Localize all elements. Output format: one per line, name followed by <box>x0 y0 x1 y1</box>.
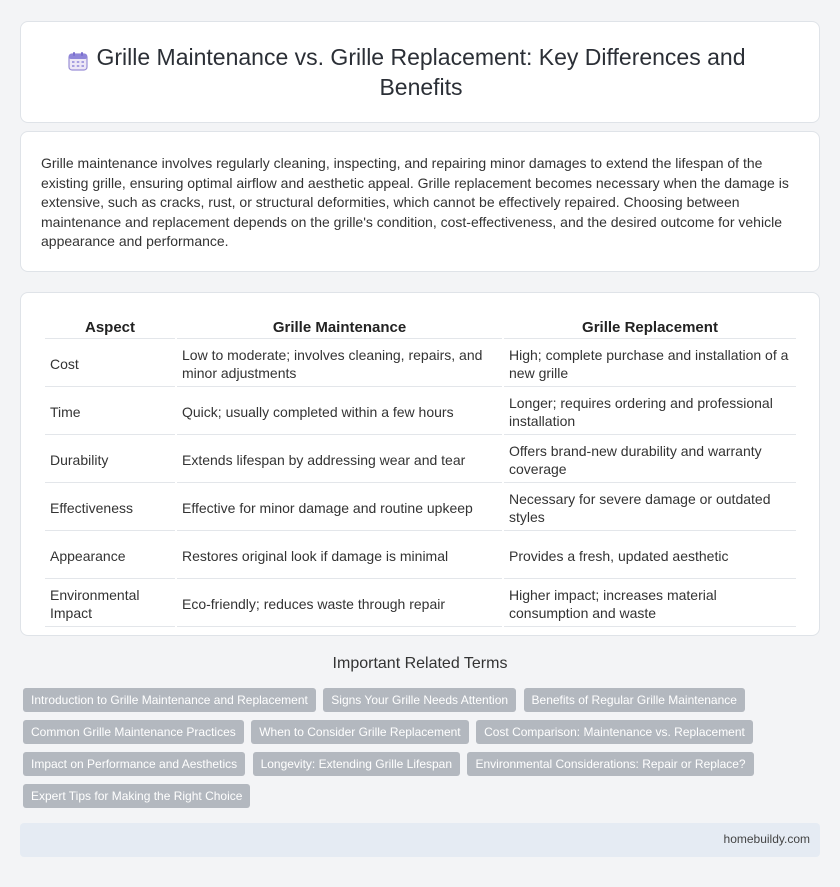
related-term-tag[interactable]: Longevity: Extending Grille Lifespan <box>253 752 460 776</box>
header-replacement: Grille Replacement <box>504 317 796 339</box>
related-term-tag[interactable]: Expert Tips for Making the Right Choice <box>23 784 250 808</box>
footer-site-link[interactable]: homebuildy.com <box>723 832 810 846</box>
table-row <box>45 485 796 531</box>
cell-replacement: Higher impact; increases material consumption and waste <box>504 581 796 627</box>
cell-replacement: Necessary for severe damage or outdated styles <box>504 485 796 531</box>
table-row <box>45 437 796 483</box>
related-term-tag[interactable]: Common Grille Maintenance Practices <box>23 720 244 744</box>
cell-maintenance: Extends lifespan by addressing wear and tear <box>177 437 502 483</box>
table-row <box>45 533 796 579</box>
cell-maintenance: Low to moderate; involves cleaning, repairs, and minor adjustments <box>177 341 502 387</box>
related-term-tag[interactable]: Impact on Performance and Aesthetics <box>23 752 245 776</box>
intro-card <box>20 131 820 272</box>
cell-replacement: Offers brand-new durability and warranty coverage <box>504 437 796 483</box>
cell-aspect: Appearance <box>45 533 175 579</box>
cell-replacement: High; complete purchase and installation of a new grille <box>504 341 796 387</box>
cell-replacement: Provides a fresh, updated aesthetic <box>504 533 796 579</box>
table-header-row <box>45 317 796 339</box>
related-terms-list <box>23 688 803 816</box>
cell-aspect: Cost <box>45 341 175 387</box>
table-row <box>45 389 796 435</box>
related-terms-title: Important Related Terms <box>332 655 508 672</box>
footer <box>20 823 820 857</box>
cell-aspect: Effectiveness <box>45 485 175 531</box>
cell-maintenance: Effective for minor damage and routine upkeep <box>177 485 502 531</box>
cell-maintenance: Eco-friendly; reduces waste through repair <box>177 581 502 627</box>
related-term-tag[interactable]: Benefits of Regular Grille Maintenance <box>524 688 745 712</box>
table-row <box>45 581 796 627</box>
intro-paragraph: Grille maintenance involves regularly cleaning, inspecting, and repairing minor damages to extend the lifespan of the existing grille, ensuring optimal airflow and aesthetic appeal. Grille replacement becomes necessary when the damage is extensive, such as cracks, rust, or structural deformities, which cannot be effectively repaired. Choosing between maintenance and replacement depends on the grille's condition, cost-effectiveness, and the desired outcome for vehicle appearance and performance. <box>41 155 789 250</box>
cell-aspect: Environmental Impact <box>45 581 175 627</box>
title-card <box>20 21 820 123</box>
cell-maintenance: Quick; usually completed within a few hours <box>177 389 502 435</box>
table-row <box>45 341 796 387</box>
header-aspect: Aspect <box>45 317 175 339</box>
related-term-tag[interactable]: When to Consider Grille Replacement <box>251 720 468 744</box>
cell-replacement: Longer; requires ordering and professional installation <box>504 389 796 435</box>
comparison-table <box>43 315 798 629</box>
related-term-tag[interactable]: Signs Your Grille Needs Attention <box>323 688 516 712</box>
cell-maintenance: Restores original look if damage is minimal <box>177 533 502 579</box>
page-title: Grille Maintenance vs. Grille Replacement: Key Differences and Benefits <box>96 44 746 100</box>
cell-aspect: Time <box>45 389 175 435</box>
related-term-tag[interactable]: Cost Comparison: Maintenance vs. Replacement <box>476 720 753 744</box>
cell-aspect: Durability <box>45 437 175 483</box>
header-maintenance: Grille Maintenance <box>177 317 502 339</box>
related-term-tag[interactable]: Environmental Considerations: Repair or Replace? <box>467 752 753 776</box>
comparison-card <box>20 292 820 636</box>
related-term-tag[interactable]: Introduction to Grille Maintenance and Replacement <box>23 688 316 712</box>
